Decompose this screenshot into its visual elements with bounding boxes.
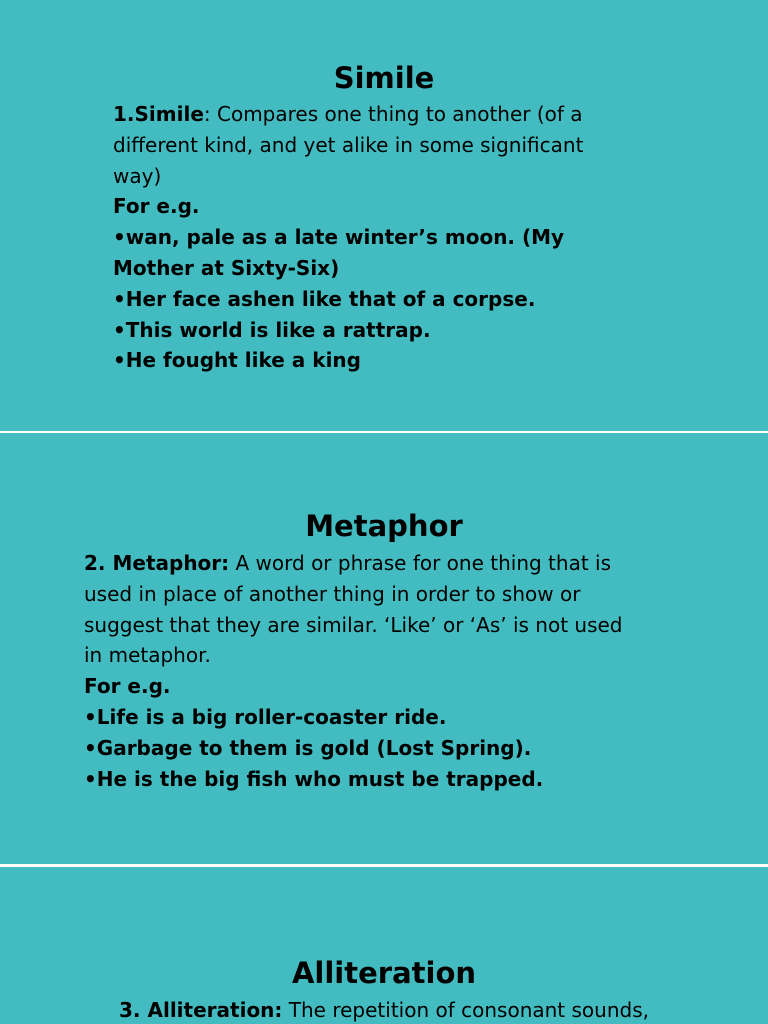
- example-item: •wan, pale as a late winter’s moon. (My Mother at Sixty-Six): [113, 225, 565, 280]
- definition-text: A word or phrase for one thing that is used in place of another thing in order to show or suggest that they are similar. ‘Like’ or ‘As’ is not used in metaphor.: [84, 551, 623, 668]
- example-item: •He fought like a king: [113, 348, 361, 373]
- slide-body: [84, 548, 644, 794]
- slide-metaphor: [0, 433, 768, 864]
- example-item: •Garbage to them is gold (Lost Spring).: [84, 735, 532, 760]
- example-item: •Her face ashen like that of a corpse.: [113, 286, 536, 311]
- example-item: •He is the big fish who must be trapped.: [84, 766, 544, 791]
- examples-label: For e.g.: [113, 194, 200, 219]
- definition-text: The repetition of consonant sounds,: [282, 998, 649, 1022]
- example-item: •This world is like a rattrap.: [113, 317, 431, 342]
- example-item: •Life is a big roller-coaster ride.: [84, 704, 447, 729]
- slide-simile: [0, 0, 768, 431]
- term-label: 2. Metaphor:: [84, 551, 230, 575]
- definition-paragraph: [0, 995, 768, 1024]
- examples-label: For e.g.: [84, 674, 171, 699]
- definition-text: : Compares one thing to another (of a different kind, and yet alike in some significant way): [113, 102, 584, 188]
- definition-paragraph: [113, 99, 633, 191]
- slide-title: Alliteration: [291, 956, 477, 990]
- slide-body: [113, 99, 633, 376]
- definition-paragraph: [84, 548, 644, 671]
- slide-body: [0, 995, 768, 1024]
- term-label: 3. Alliteration:: [119, 998, 283, 1022]
- term-label: 1.Simile: [113, 102, 204, 126]
- slide-title: Metaphor: [305, 509, 463, 543]
- slide-title: Simile: [333, 61, 435, 95]
- slide-alliteration: [0, 867, 768, 1024]
